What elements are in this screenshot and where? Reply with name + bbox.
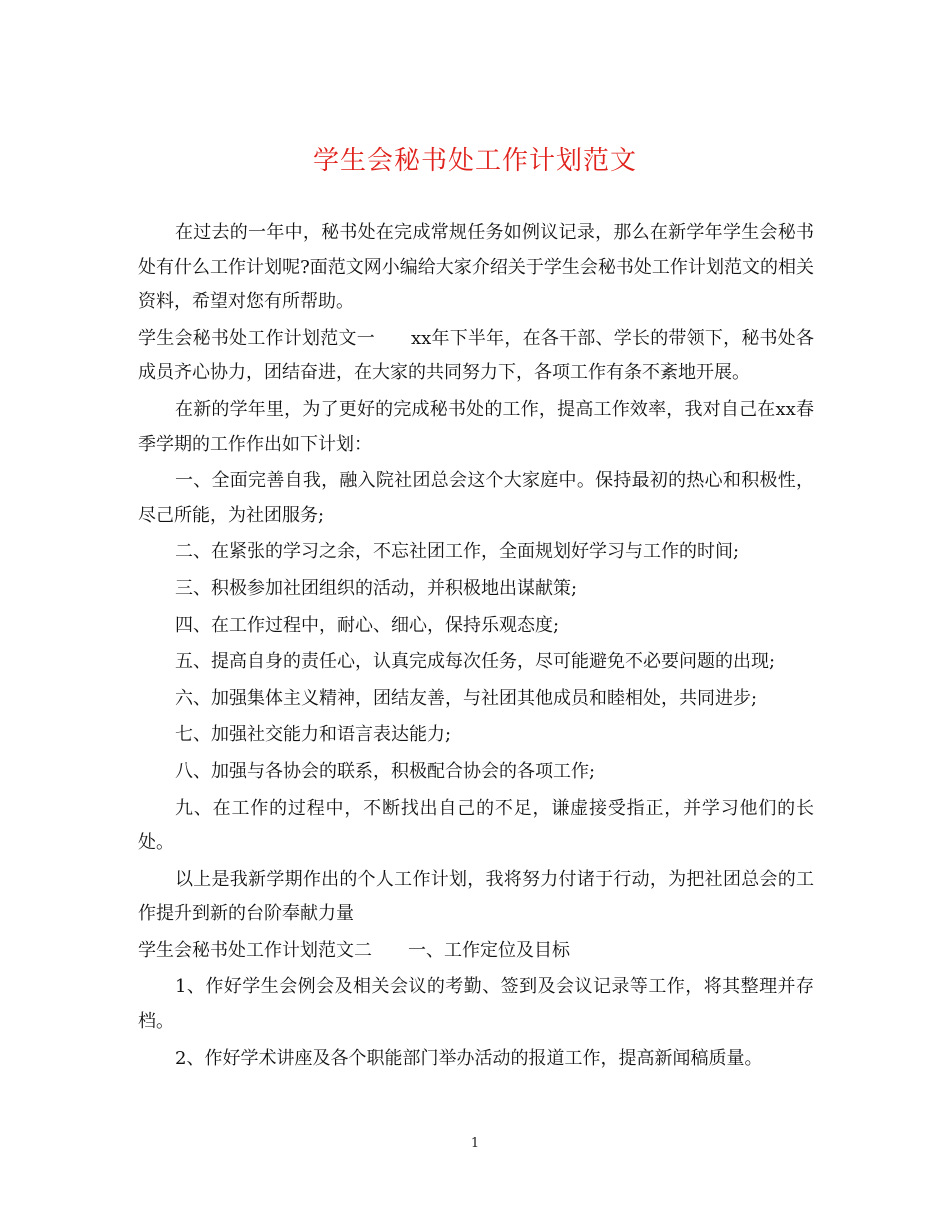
section1-heading: 学生会秘书处工作计划范文一 (138, 327, 375, 349)
plan-item: 一、全面完善自我，融入院社团总会这个大家庭中。保持最初的热心和积极性，尽己所能，为社团服务; (138, 470, 814, 526)
section2-heading: 学生会秘书处工作计划范文二 (138, 939, 372, 961)
plan-item: 三、积极参加社团组织的活动，并积极地出谋献策; (175, 577, 578, 599)
intro-paragraph: 在过去的一年中，秘书处在完成常规任务如例议记录，那么在新学年学生会秘书处有什么工作计划呢?面范文网小编给大家介绍关于学生会秘书处工作计划范文的相关资料，希望对您有所帮助。 (138, 222, 814, 313)
plan-item: 八、加强与各协会的联系，积极配合协会的各项工作; (175, 760, 596, 782)
plan-item: 四、在工作过程中，耐心、细心，保持乐观态度; (175, 614, 560, 636)
document-body (138, 216, 814, 1078)
plan-item: 九、在工作的过程中，不断找出自己的不足，谦虚接受指正，并学习他们的长处。 (138, 797, 814, 854)
document-title: 学生会秘书处工作计划范文 (312, 146, 637, 176)
plan-item: 六、加强集体主义精神，团结友善，与社团其他成员和睦相处，共同进步; (175, 687, 758, 709)
plan-item: 二、在紧张的学习之余，不忘社团工作，全面规划好学习与工作的时间; (175, 541, 740, 563)
section1-lead-paragraph (138, 322, 814, 391)
section1-paragraph-2: 在新的学年里，为了更好的完成秘书处的工作，提高工作效率，我对自己在xx春季学期的工作作出如下计划： (138, 398, 814, 455)
section1-lead-b: 处各成员齐心协力，团结奋进，在大家的共同努力下，各项工作有条不紊地开展。 (138, 327, 815, 384)
section2-subheading: 一、工作定位及目标 (408, 939, 570, 961)
section1-lead-a: xx年下半年，在各干部、学长的带领下，秘书 (410, 327, 778, 349)
section2-item: 1、作好学生会例会及相关会议的考勤、签到及会议记录等工作，将其整理并存档。 (138, 976, 814, 1033)
plan-item: 五、提高自身的责任心，认真完成每次任务，尽可能避免不必要问题的出现; (175, 651, 776, 673)
section2-item: 2、作好学术讲座及各个职能部门举办活动的报道工作，提高新闻稿质量。 (175, 1047, 763, 1069)
section1-conclusion: 以上是我新学期作出的个人工作计划，我将努力付诸于行动，为把社团总会的工作提升到新的台阶奉献力量 (138, 868, 814, 925)
section2-heading-line (138, 934, 814, 969)
page-number: 1 (470, 1136, 480, 1151)
plan-item: 七、加强社交能力和语言表达能力; (175, 724, 452, 746)
